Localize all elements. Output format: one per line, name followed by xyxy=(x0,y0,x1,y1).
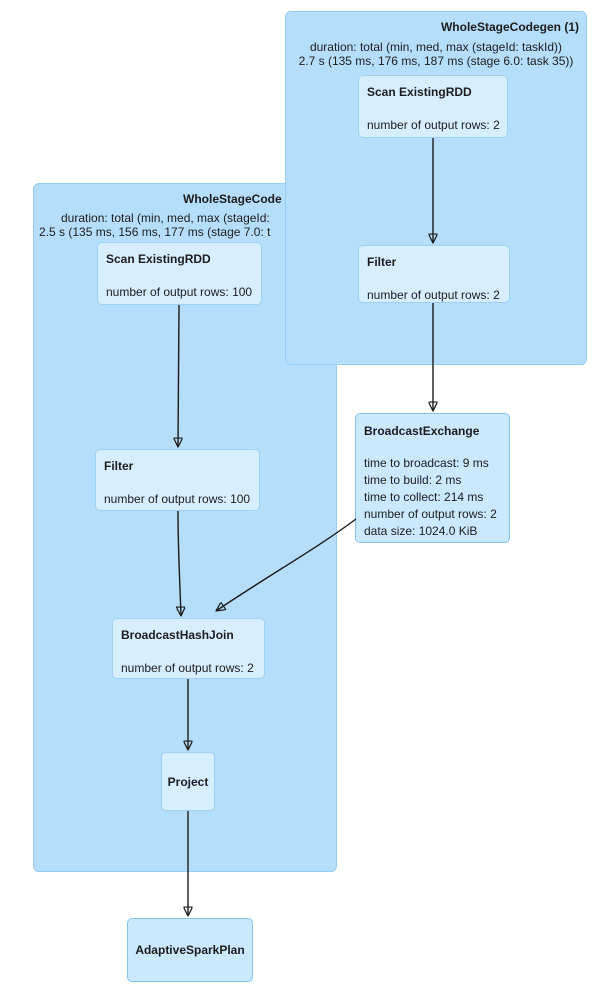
node-title: Filter xyxy=(367,255,397,269)
node-content xyxy=(96,450,259,511)
node-title: Project xyxy=(167,774,209,789)
node-title: Scan ExistingRDD xyxy=(106,252,211,266)
node-title: BroadcastExchange xyxy=(364,424,480,438)
node-adaptivesparkplan[interactable] xyxy=(127,918,253,982)
cluster-duration-line2: 2.5 s (135 ms, 156 ms, 177 ms (stage 7.0: t xyxy=(39,225,271,239)
node-metric: number of output rows: 2 xyxy=(367,118,500,132)
cluster-duration-line1: duration: total (min, med, max (stageId: xyxy=(61,211,270,225)
node-content xyxy=(98,243,261,305)
node-metric: time to broadcast: 9 ms xyxy=(364,456,489,470)
node-metric: time to build: 2 ms xyxy=(364,473,462,487)
node-content xyxy=(113,619,264,679)
node-filter-2[interactable] xyxy=(95,449,260,511)
node-scan-existingrdd-1[interactable] xyxy=(358,75,508,138)
node-metric: time to collect: 214 ms xyxy=(364,490,484,504)
node-content xyxy=(356,414,509,543)
cluster-title: WholeStageCodegen (1) xyxy=(440,20,579,34)
cluster-wholestagecodegen-1 xyxy=(285,11,587,365)
node-broadcasthashjoin[interactable] xyxy=(112,618,265,679)
node-metric: number of output rows: 2 xyxy=(364,507,497,521)
node-metric: number of output rows: 2 xyxy=(121,661,254,675)
cluster-title: WholeStageCode xyxy=(183,192,282,206)
node-content xyxy=(359,76,507,138)
node-metric: number of output rows: 100 xyxy=(104,492,251,506)
node-title: Filter xyxy=(104,459,134,473)
node-content xyxy=(359,246,509,303)
cluster-duration-line2: 2.7 s (135 ms, 176 ms, 187 ms (stage 6.0: task 35)) xyxy=(298,54,574,68)
node-title: BroadcastHashJoin xyxy=(121,628,234,642)
node-scan-existingrdd-2[interactable] xyxy=(97,242,262,305)
node-title: AdaptiveSparkPlan xyxy=(135,943,245,957)
node-title: Scan ExistingRDD xyxy=(367,85,472,99)
node-metric: number of output rows: 100 xyxy=(106,285,253,299)
node-metric: data size: 1024.0 KiB xyxy=(364,524,478,538)
node-project[interactable] xyxy=(161,752,215,811)
node-filter-1[interactable] xyxy=(358,245,510,303)
cluster-duration-line1: duration: total (min, med, max (stageId: taskId)) xyxy=(309,40,563,54)
node-broadcastexchange[interactable] xyxy=(355,413,510,543)
node-metric: number of output rows: 2 xyxy=(367,288,500,302)
